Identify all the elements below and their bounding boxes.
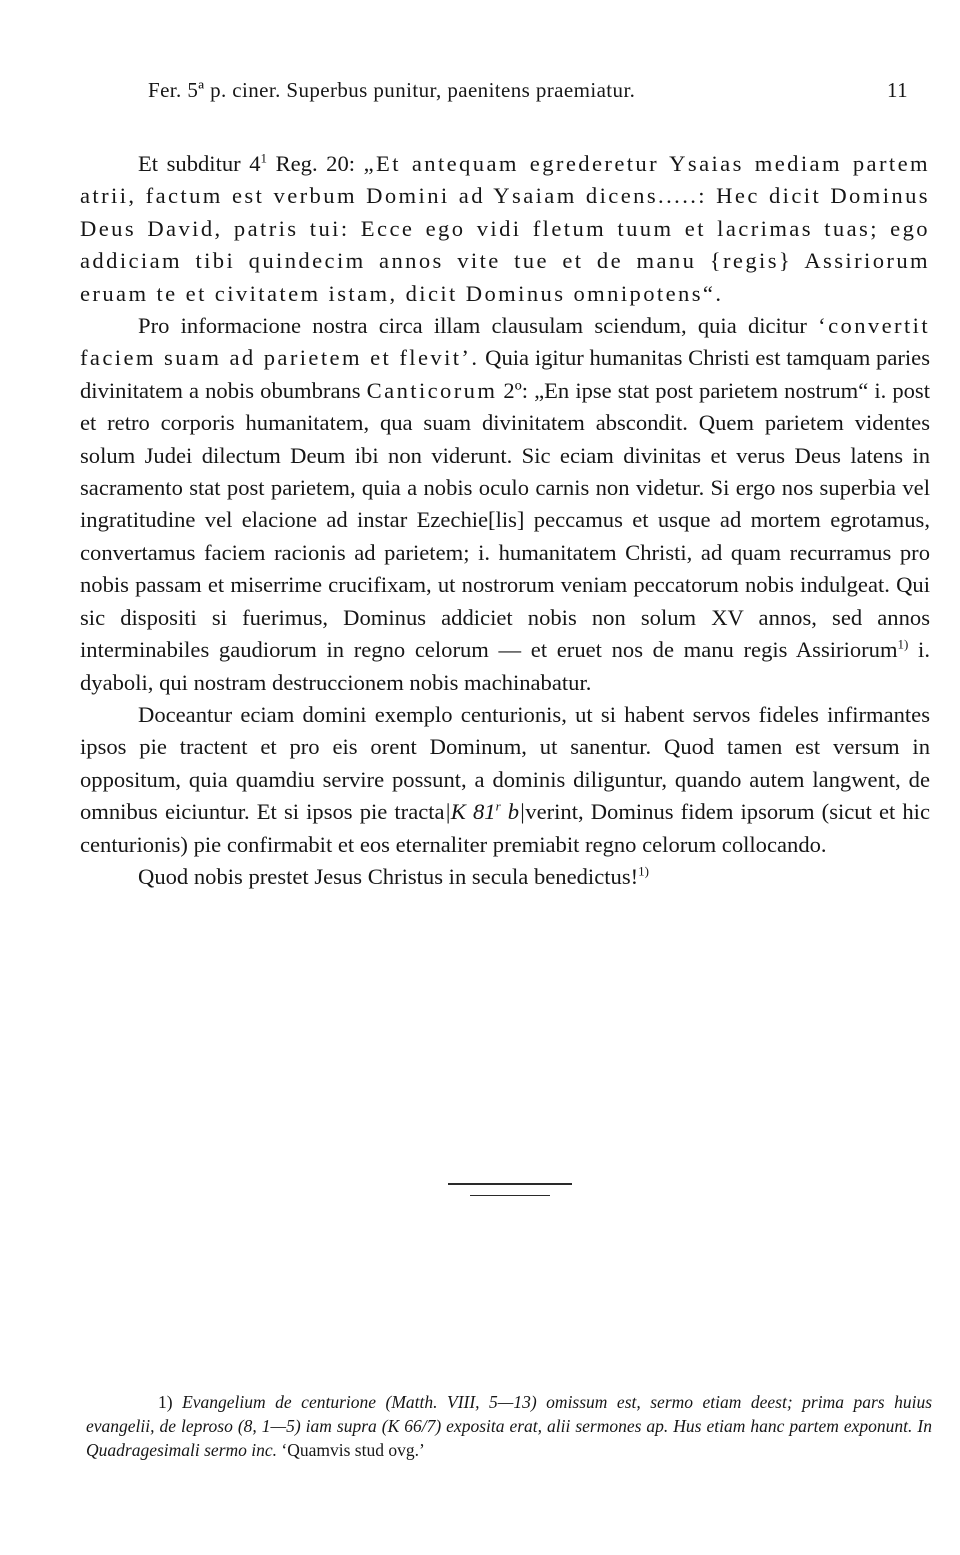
folio-marker: |K 81	[444, 799, 496, 825]
text-run: Reg. 20:	[267, 151, 364, 176]
running-title: Fer. 5ª p. ciner. Superbus punitur, paenitens praemiatur.	[148, 78, 636, 102]
page-number: 11	[886, 78, 908, 102]
footnote-1	[86, 1390, 932, 1462]
text-run: i. dyaboli, qui nostram destruccionem nobis machinabatur.	[80, 637, 930, 695]
text-run: verint, Dominus fidem ipsorum (sicut et hic centurionis) pie confirmabit et eos eternaliter premiabit regno celorum collocando.	[80, 799, 930, 857]
footnote-ref[interactable]: 1)	[638, 863, 649, 879]
paragraph-2	[80, 310, 930, 699]
superscript: 1	[260, 150, 268, 166]
folio-marker-sup: r	[495, 798, 501, 814]
text-run: Et subditur 4	[138, 151, 261, 176]
footnote-text: ‘Quamvis stud ovg.’	[277, 1440, 425, 1460]
footnote-text-italic: Evangelium de centurione (Matth. VIII, 5—13) omissum est, sermo etiam deest; prima pars huius evangelii, de leproso (8, 1—5) iam supra (K 66/7) exposita erat, alii sermones ap. Hus etiam hanc partem exponunt. In Quadragesimali sermo inc.	[86, 1392, 933, 1460]
footnote-marker: 1)	[158, 1392, 173, 1412]
quotation-spaced: ‘convertit faciem suam ad parietem et flevit’.	[80, 313, 930, 371]
folio-marker: b|	[500, 799, 526, 825]
section-separator-rule	[448, 1183, 572, 1185]
paragraph-1	[80, 148, 930, 310]
quotation-spaced: „Et antequam egrederetur Ysaias mediam partem atrii, factum est verbum Domini ad Ysaiam dicens.....: Hec dicit Dominus Deus David, patris tui: Ecce ego vidi fletum tuum et lacrimas tuas; ego addiciam tibi quindecim annos vite tue et de manu {regis} Assiriorum eruam te et civitatem istam, dicit Dominus omnipotens“.	[80, 151, 930, 306]
text-run: Quia igitur humanitas Christi est tamquam paries divinitatem a nobis obumbrans	[80, 345, 930, 403]
book-name-spaced: Canticorum	[366, 377, 498, 403]
page-header	[148, 78, 908, 112]
text-run: 2º: „En ipse stat post parietem nostrum“ i. post et retro corporis humanitatem, qua suam divinitatem abscondit. Quem parietem videntes solum Judei dilectum Deum ibi non viderunt. Sic eciam divinitas et verus Deus latens in sacramento stat post parietem, quia a nobis oculo carnis non videtur. Si ergo nos superbia vel ingratitudine vel elacione ad instar Ezechie[lis] peccamus et usque ad mortem egrotamus, convertamus faciem racionis ad parietem; i. humanitatem Christi, ad quam recurramus pro nobis passam et miserrime crucifixam, ut nostrorum veniam peccatorum nobis indulgeat. Qui sic dispositi si fuerimus, Dominus addiciet nobis non solum XV annos, sed annos interminabiles gaudiorum in regno celorum — et eruet nos de manu regis Assiriorum	[80, 377, 930, 663]
main-text	[80, 148, 930, 893]
paragraph-3	[80, 699, 930, 861]
paragraph-4	[80, 861, 930, 893]
text-run: Pro informacione nostra circa illam clausulam sciendum, quia dicitur	[138, 313, 819, 339]
section-separator-rule-short	[470, 1195, 550, 1196]
footnote-ref[interactable]: 1)	[897, 636, 909, 652]
text-run: Doceantur eciam domini exemplo centurionis, ut si habent servos fideles infirmantes ipsos pie tractent et pro eis orent Dominum, ut sanentur. Quod tamen est versum in oppositum, quia quamdiu servire possunt, a dominis diliguntur, quando autem langwent, de omnibus eiciuntur. Et si ipsos pie tracta	[80, 701, 930, 825]
text-run: Quod nobis prestet Jesus Christus in secula benedictus!	[138, 863, 639, 889]
footnotes	[86, 1390, 932, 1462]
